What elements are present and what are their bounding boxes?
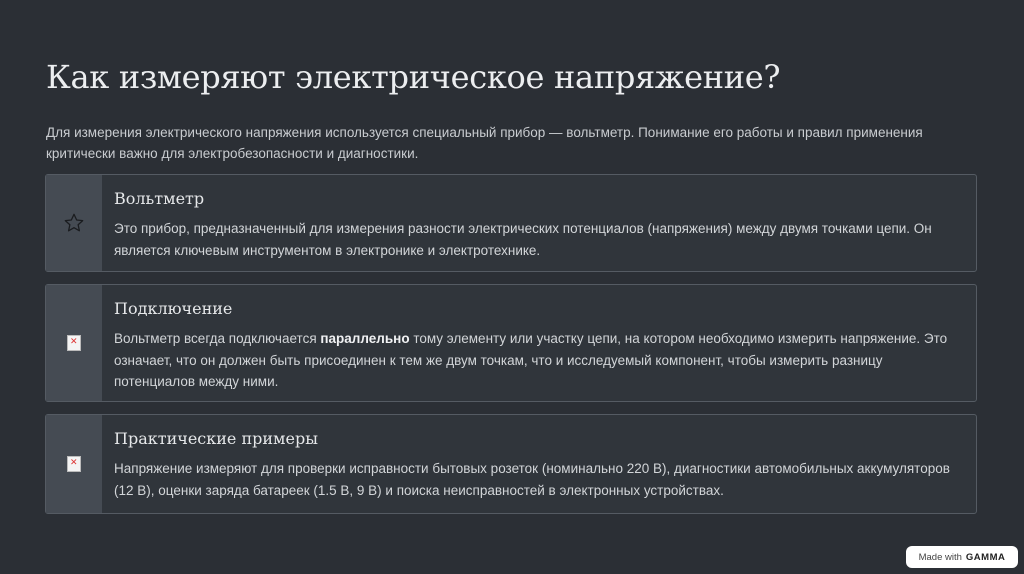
card-connection (45, 284, 977, 402)
badge-brand: GAMMA (965, 551, 1006, 563)
intro-text: Для измерения электрического напряжения используется специальный прибор — вольтметр. Понимание его работы и правил применения критически важно для электробезопасности и диагностики. (46, 125, 923, 161)
card-text-part: Вольтметр всегда подключается (114, 331, 321, 346)
made-with-gamma-badge[interactable] (906, 546, 1018, 568)
card-icon-panel (46, 415, 102, 513)
card-text-part: тому элементу или участку цепи, на котором необходимо измерить напряжение. Это означает, что он должен быть присоединен к тем же двум точкам, что и исследуемый компонент, чтобы измерить разницу потенциалов между ними. (114, 331, 948, 389)
card-icon-panel (46, 285, 102, 401)
page-title: Как измеряют электрическое напряжение? (46, 58, 781, 96)
card-examples (45, 414, 977, 514)
badge-prefix: Made with (918, 551, 962, 563)
card-heading: Подключение (114, 299, 233, 318)
card-heading: Практические примеры (114, 429, 318, 448)
star-icon (63, 212, 85, 234)
card-text-bold: параллельно (320, 331, 410, 346)
card-text (114, 328, 964, 393)
card-heading: Вольтметр (114, 189, 205, 208)
card-text: Это прибор, предназначенный для измерения разности электрических потенциалов (напряжения) между двумя точками цепи. Он является ключевым инструментом в электронике и электротехнике. (114, 221, 932, 258)
broken-image-icon (67, 456, 81, 472)
card-text: Напряжение измеряют для проверки исправности бытовых розеток (номинально 220 В), диагностики автомобильных аккумуляторов (12 В), оценки заряда батареек (1.5 В, 9 В) и поиска неисправностей в электронных устройствах. (114, 461, 950, 498)
card-icon-panel (46, 175, 102, 271)
broken-image-icon (67, 335, 81, 351)
card-voltmeter (45, 174, 977, 272)
